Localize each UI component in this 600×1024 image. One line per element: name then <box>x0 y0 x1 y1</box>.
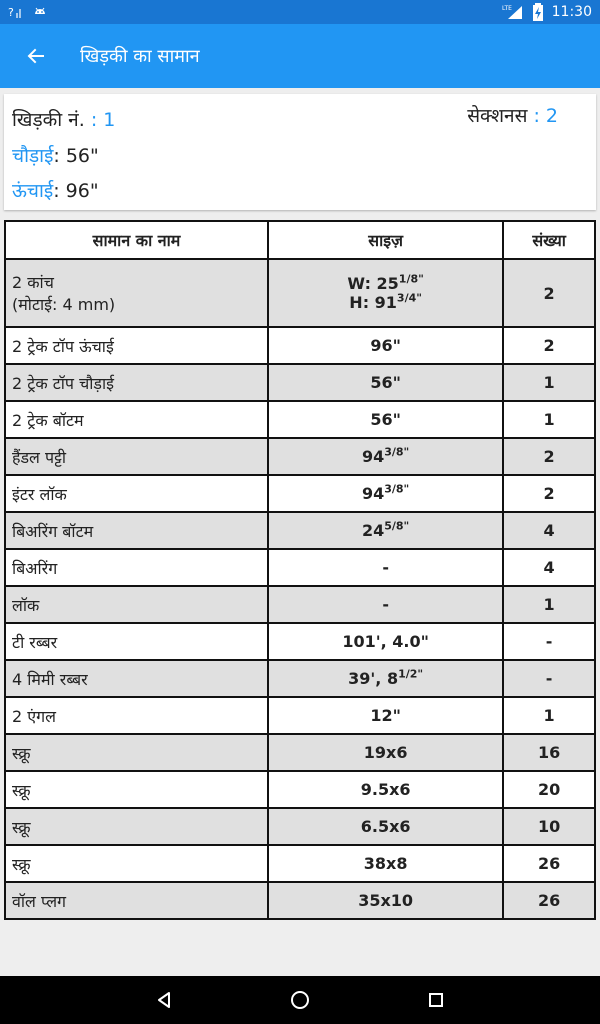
window-number-label: खिड़की नं. <box>12 109 85 131</box>
sections-row <box>467 102 558 128</box>
clock: 11:30 <box>551 4 592 20</box>
materials-table <box>4 220 596 920</box>
item-size-value: 56" <box>370 410 401 429</box>
item-size-value: 19x6 <box>363 743 408 762</box>
item-qty: 26 <box>503 845 595 882</box>
item-size <box>268 882 503 919</box>
svg-text:LTE: LTE <box>501 5 512 12</box>
item-name: 2 ट्रेक बॉटम <box>5 401 268 438</box>
item-name: बिअरिंग बॉटम <box>5 512 268 549</box>
item-qty: 4 <box>503 512 595 549</box>
item-size <box>268 623 503 660</box>
item-size <box>268 845 503 882</box>
table-row <box>5 660 595 697</box>
width-label: चौड़ाई <box>12 145 54 167</box>
glass-height <box>269 293 502 312</box>
table-row <box>5 623 595 660</box>
table-row <box>5 771 595 808</box>
lte-signal-icon <box>502 3 524 21</box>
table-row <box>5 586 595 623</box>
height-label: ऊंचाई <box>12 180 54 202</box>
item-size-value: 96" <box>370 336 401 355</box>
item-size <box>268 259 503 327</box>
item-size <box>268 586 503 623</box>
item-qty: 2 <box>503 475 595 512</box>
glass-width-value: W: 25 <box>347 274 399 293</box>
square-recents-icon <box>426 990 446 1010</box>
item-name: स्क्रू <box>5 771 268 808</box>
item-name: लॉक <box>5 586 268 623</box>
table-row <box>5 512 595 549</box>
battery-charging-icon <box>532 3 544 21</box>
circle-home-icon <box>289 989 311 1011</box>
column-header-qty: संख्या <box>503 221 595 259</box>
item-size-value: - <box>382 595 389 614</box>
glass-height-value: H: 91 <box>349 293 397 312</box>
item-size <box>268 734 503 771</box>
item-size-value: 101', 4.0" <box>342 632 429 651</box>
item-qty: 2 <box>503 438 595 475</box>
glass-width <box>269 274 502 293</box>
item-qty: - <box>503 623 595 660</box>
window-number-row <box>12 106 115 132</box>
table-row <box>5 475 595 512</box>
table-row-glass <box>5 259 595 327</box>
item-size-value: 35x10 <box>358 891 414 910</box>
item-name: स्क्रू <box>5 808 268 845</box>
item-name: स्क्रू <box>5 845 268 882</box>
item-size <box>268 549 503 586</box>
table-row <box>5 882 595 919</box>
width-value: : 56" <box>53 145 99 167</box>
table-row <box>5 697 595 734</box>
item-name <box>5 259 268 327</box>
svg-text:?: ? <box>8 6 14 19</box>
height-row <box>12 177 99 203</box>
glass-width-fraction: 1/8" <box>398 272 424 286</box>
sections-value: : 2 <box>533 105 558 127</box>
item-name: 4 मिमी रब्बर <box>5 660 268 697</box>
item-qty: 4 <box>503 549 595 586</box>
item-qty: 1 <box>503 364 595 401</box>
item-name: टी रब्बर <box>5 623 268 660</box>
item-size <box>268 438 503 475</box>
item-size-value: 56" <box>370 373 401 392</box>
nav-home-button[interactable] <box>280 980 320 1020</box>
nav-recents-button[interactable] <box>416 980 456 1020</box>
item-size-value: 9.5x6 <box>360 780 411 799</box>
item-size-value: 6.5x6 <box>360 817 411 836</box>
glass-height-fraction: 3/4" <box>396 291 422 305</box>
item-qty: 20 <box>503 771 595 808</box>
item-name: हैंडल पट्टी <box>5 438 268 475</box>
item-size <box>268 475 503 512</box>
signal-question-icon <box>8 3 24 21</box>
item-qty: 26 <box>503 882 595 919</box>
status-bar <box>0 0 600 24</box>
table-header-row <box>5 221 595 259</box>
item-name: 2 ट्रेक टॉप चौड़ाई <box>5 364 268 401</box>
item-qty: 1 <box>503 401 595 438</box>
item-name: 2 एंगल <box>5 697 268 734</box>
table-row <box>5 549 595 586</box>
item-size <box>268 808 503 845</box>
item-size-value: 39', 8 <box>348 669 399 688</box>
back-button[interactable] <box>8 28 64 84</box>
table-row <box>5 401 595 438</box>
table-row <box>5 734 595 771</box>
item-size-fraction: 1/2" <box>398 667 424 681</box>
item-size-value: - <box>382 558 389 577</box>
width-row <box>12 142 99 168</box>
window-number-value: : 1 <box>90 109 116 131</box>
item-name: इंटर लॉक <box>5 475 268 512</box>
item-name: बिअरिंग <box>5 549 268 586</box>
triangle-back-icon <box>154 990 174 1010</box>
item-qty: 10 <box>503 808 595 845</box>
item-size-value: 38x8 <box>363 854 408 873</box>
table-row <box>5 845 595 882</box>
nav-back-button[interactable] <box>144 980 184 1020</box>
table-row <box>5 327 595 364</box>
table-row <box>5 808 595 845</box>
item-name: वॉल प्लग <box>5 882 268 919</box>
arrow-back-icon <box>26 46 46 66</box>
item-size-value: 12" <box>370 706 401 725</box>
sections-label: सेक्शनस <box>467 105 528 127</box>
item-size <box>268 327 503 364</box>
item-size-value: 24 <box>361 521 385 540</box>
item-size <box>268 771 503 808</box>
item-size-fraction: 3/8" <box>384 482 410 496</box>
item-qty: 2 <box>503 327 595 364</box>
item-size-value: 94 <box>361 447 385 466</box>
item-size <box>268 660 503 697</box>
navigation-bar <box>0 976 600 1024</box>
item-size <box>268 401 503 438</box>
glass-name-line2: (मोटाई: 4 mm) <box>12 295 116 314</box>
materials-table-container <box>4 220 596 920</box>
table-row <box>5 438 595 475</box>
page-title: खिड़की का सामान <box>80 46 200 67</box>
item-size-fraction: 3/8" <box>384 445 410 459</box>
status-right <box>502 3 592 21</box>
status-left <box>8 3 48 21</box>
item-size <box>268 512 503 549</box>
table-row <box>5 364 595 401</box>
app-bar <box>0 24 600 88</box>
item-name: 2 ट्रेक टॉप ऊंचाई <box>5 327 268 364</box>
item-qty: 2 <box>503 259 595 327</box>
item-size <box>268 364 503 401</box>
glass-name-line1: 2 कांच <box>12 273 54 292</box>
android-icon <box>32 3 48 21</box>
item-qty: 1 <box>503 586 595 623</box>
item-size-fraction: 5/8" <box>384 519 410 533</box>
item-size-value: 94 <box>361 484 385 503</box>
height-value: : 96" <box>53 180 99 202</box>
item-size <box>268 697 503 734</box>
item-qty: 1 <box>503 697 595 734</box>
column-header-size: साइज़ <box>268 221 503 259</box>
window-info-card <box>4 94 596 210</box>
item-name: स्क्रू <box>5 734 268 771</box>
item-qty: 16 <box>503 734 595 771</box>
column-header-name: सामान का नाम <box>5 221 268 259</box>
item-qty: - <box>503 660 595 697</box>
